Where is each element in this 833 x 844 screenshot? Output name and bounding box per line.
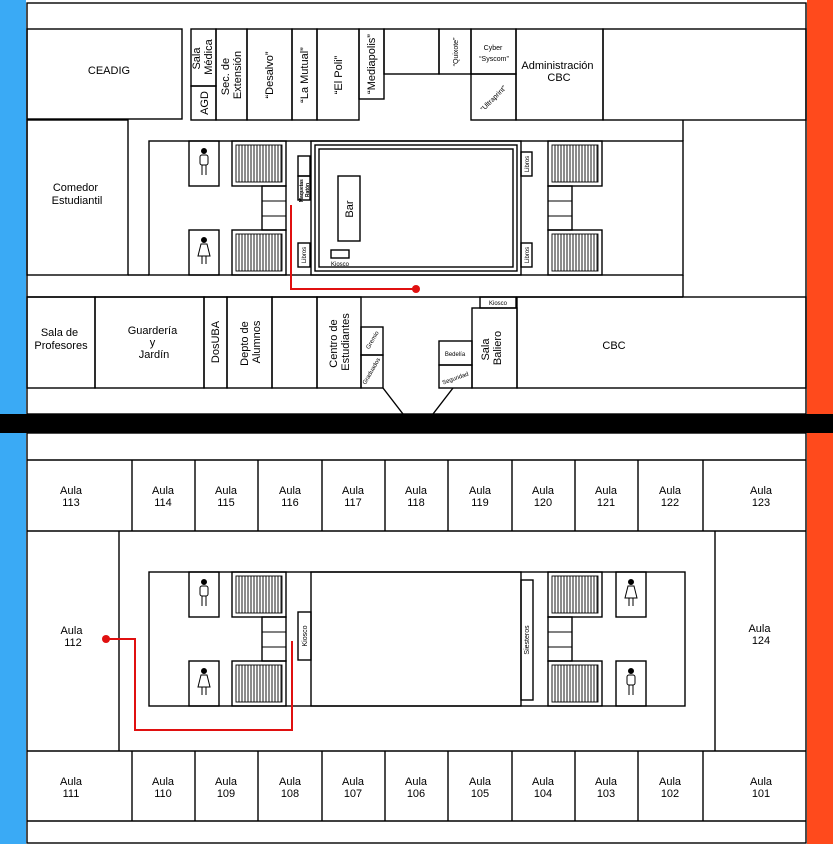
label-aula-top-3: Aula 116 — [278, 485, 302, 509]
label-mediapolis: “Mediapolis” — [366, 34, 378, 94]
label-aula-112: Aula 112 — [60, 625, 83, 649]
label-sala-profesores: Sala de Profesores — [34, 327, 88, 352]
label-aula-bottom-10: Aula 101 — [749, 776, 773, 800]
label-cbc: CBC — [602, 340, 626, 352]
label-libros-left-bottom: Libros — [302, 246, 308, 264]
label-bedelia: Bedelía — [444, 352, 466, 358]
label-administracion-cbc: Administración CBC — [521, 60, 594, 84]
label-aula-top-0: Aula 113 — [59, 485, 83, 509]
label-aula-top-2: Aula 115 — [214, 485, 238, 509]
label-aula-top-7: Aula 120 — [531, 485, 555, 509]
label-libros-right-bottom: Libros — [525, 246, 531, 264]
label-ultraprint: “Ultraprint” — [479, 84, 509, 114]
label-aula-bottom-5: Aula 106 — [404, 776, 428, 800]
label-aula-bottom-4: Aula 107 — [341, 776, 365, 800]
label-aula-top-8: Aula 121 — [594, 485, 618, 509]
label-aula-bottom-2: Aula 109 — [214, 776, 238, 800]
label-aula-top-10: Aula 123 — [749, 485, 773, 509]
label-bar: Bar — [344, 200, 356, 218]
floor-separator — [0, 414, 833, 433]
label-aula-bottom-1: Aula 110 — [151, 776, 175, 800]
label-aula-bottom-3: Aula 108 — [278, 776, 302, 800]
label-centro-estudiantes: Centro de Estudiantes — [328, 313, 352, 371]
label-aula-top-1: Aula 114 — [151, 485, 175, 509]
label-siesteros: Siesteros — [524, 625, 531, 655]
label-aula-top-5: Aula 118 — [404, 485, 428, 509]
label-cyber-syscom: Cyber “Syscom” — [479, 45, 509, 63]
label-quixote: “Quixote” — [453, 37, 460, 67]
label-sec-extension: Sec. de Extensión — [220, 50, 244, 100]
label-gremio: Gremio — [365, 330, 381, 351]
label-sala-baliero: Sala Baliero — [480, 330, 504, 366]
label-agd: AGD — [199, 91, 211, 115]
label-ceadig: CEADIG — [87, 65, 131, 77]
route-start-marker-lower — [102, 635, 110, 643]
label-aula-bottom-6: Aula 105 — [468, 776, 492, 800]
label-la-mutual: “La Mutual” — [299, 47, 311, 103]
label-kiosco-bar: Kiosco — [330, 262, 350, 268]
label-kiosco-small: Kiosco — [488, 301, 508, 307]
label-aula-bottom-8: Aula 103 — [594, 776, 618, 800]
label-sala-medica: Sala Médica — [191, 39, 215, 75]
label-aula-top-6: Aula 119 — [468, 485, 492, 509]
label-el-poli: “El Poli” — [333, 55, 345, 95]
route-start-marker — [412, 285, 420, 293]
label-libros-right-top: Libros — [525, 155, 531, 173]
label-aula-top-4: Aula 117 — [341, 485, 365, 509]
label-dosuba: DosUBA — [210, 320, 222, 364]
label-aula-bottom-0: Aula 111 — [59, 776, 83, 800]
label-graduados: Graduados — [362, 357, 383, 386]
label-aula-bottom-9: Aula 102 — [658, 776, 682, 800]
label-comedor: Comedor Estudiantil — [51, 182, 103, 207]
label-aula-124: Aula 124 — [748, 623, 771, 647]
label-desalvo: “Desalvo” — [264, 51, 276, 99]
label-guarderia: Guardería y Jardín — [127, 325, 178, 361]
label-seguridad: Seguridad — [441, 371, 470, 387]
label-maquetas: Maquetas Ratón — [299, 179, 311, 203]
label-depto-alumnos: Depto de Alumnos — [239, 320, 263, 366]
label-aula-bottom-7: Aula 104 — [531, 776, 555, 800]
label-kiosco-lower: Kiosco — [302, 625, 309, 647]
label-aula-top-9: Aula 122 — [658, 485, 682, 509]
